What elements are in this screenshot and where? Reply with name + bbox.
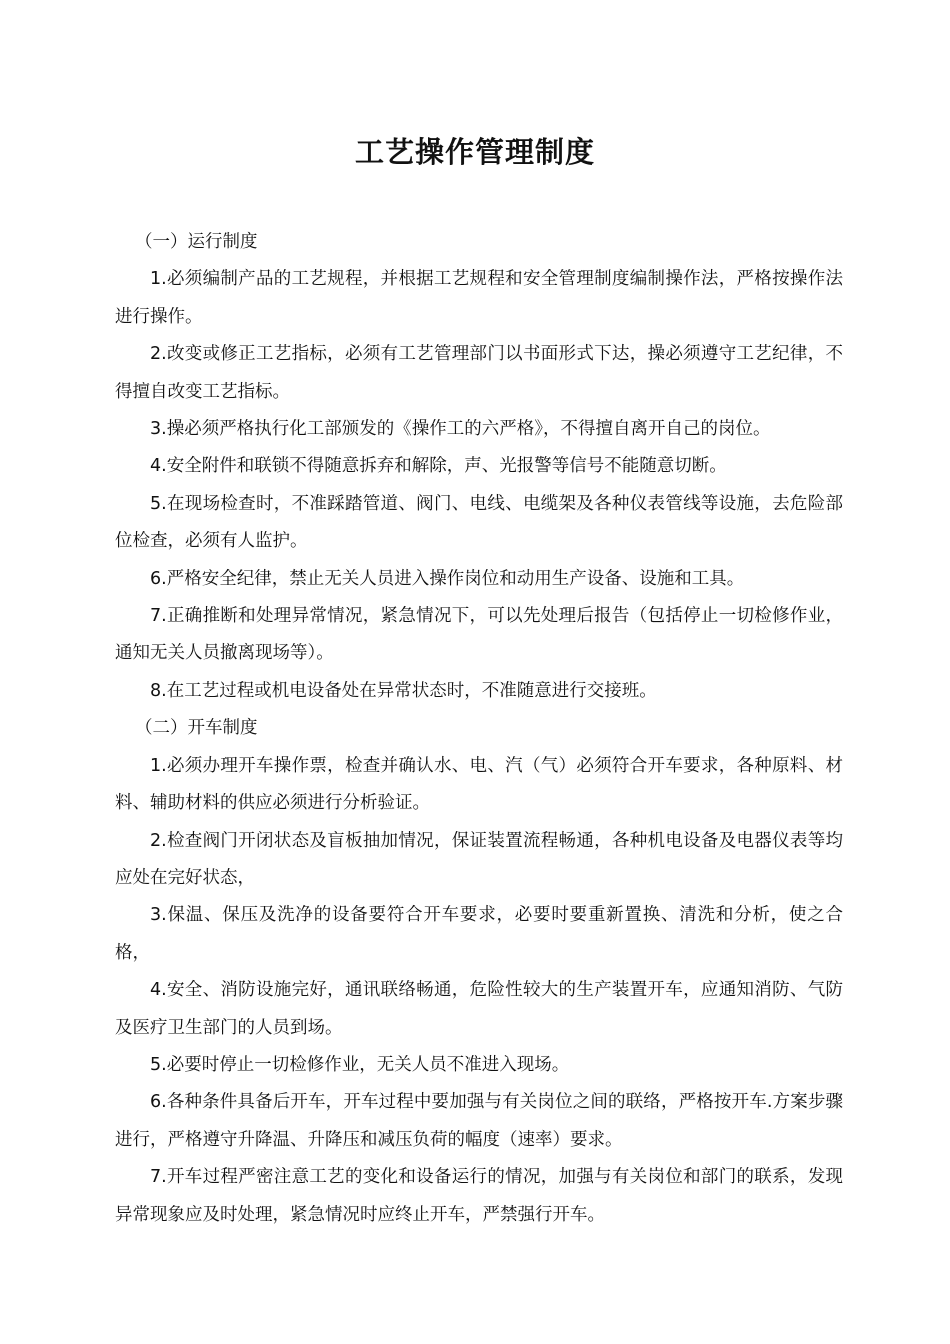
document-body (115, 224, 843, 1234)
startup-rule-4: 4.安全、消防设施完好，通讯联络畅通，危险性较大的生产装置开车，应通知消防、气防及医疗卫生部门的人员到场。 (115, 980, 843, 1038)
section-heading-startup: （二）开车制度 (135, 718, 258, 739)
section-heading-operation: （一）运行制度 (135, 232, 258, 252)
startup-rule-6: 6.各种条件具备后开车，开车过程中要加强与有关岗位之间的联络，严格按开车.方案步骤进行，严格遵守升降温、升降压和减压负荷的幅度（速率）要求。 (115, 1092, 843, 1150)
operation-rule-4: 4.安全附件和联锁不得随意拆弃和解除，声、光报警等信号不能随意切断。 (150, 456, 727, 477)
startup-rule-5: 5.必要时停止一切检修作业，无关人员不准进入现场。 (150, 1054, 570, 1075)
operation-rule-3: 3.操必须严格执行化工部颁发的《操作工的六严格》，不得擅自离开自己的岗位。 (150, 419, 771, 440)
startup-rule-2: 2.检查阀门开闭状态及盲板抽加情况，保证装置流程畅通，各种机电设备及电器仪表等均应处在完好状态， (115, 830, 843, 888)
operation-rule-2: 2.改变或修正工艺指标，必须有工艺管理部门以书面形式下达，操必须遵守工艺纪律，不得擅自改变工艺指标。 (115, 344, 843, 402)
startup-rule-7: 7.开车过程严密注意工艺的变化和设备运行的情况，加强与有关岗位和部门的联系，发现异常现象应及时处理，紧急情况时应终止开车，严禁强行开车。 (115, 1167, 843, 1225)
startup-rule-3: 3.保温、保压及洗净的设备要符合开车要求，必要时要重新置换、清洗和分析，使之合格， (115, 905, 843, 963)
page-title: 工艺操作管理制度 (354, 135, 595, 169)
operation-rule-7: 7.正确推断和处理异常情况，紧急情况下，可以先处理后报告（包括停止一切检修作业，通知无关人员撤离现场等）。 (115, 606, 843, 664)
operation-rule-6: 6.严格安全纪律，禁止无关人员进入操作岗位和动用生产设备、设施和工具。 (150, 568, 745, 589)
operation-rule-1: 1.必须编制产品的工艺规程，并根据工艺规程和安全管理制度编制操作法，严格按操作法进行操作。 (115, 269, 843, 327)
startup-rule-1: 1.必须办理开车操作票，检查并确认水、电、汽（气）必须符合开车要求，各种原料、材料、辅助材料的供应必须进行分析验证。 (115, 755, 843, 814)
operation-rule-5: 5.在现场检查时，不准踩踏管道、阀门、电线、电缆架及各种仪表管线等设施，去危险部位检查，必须有人监护。 (115, 493, 843, 552)
operation-rule-8: 8.在工艺过程或机电设备处在异常状态时，不准随意进行交接班。 (150, 680, 657, 701)
